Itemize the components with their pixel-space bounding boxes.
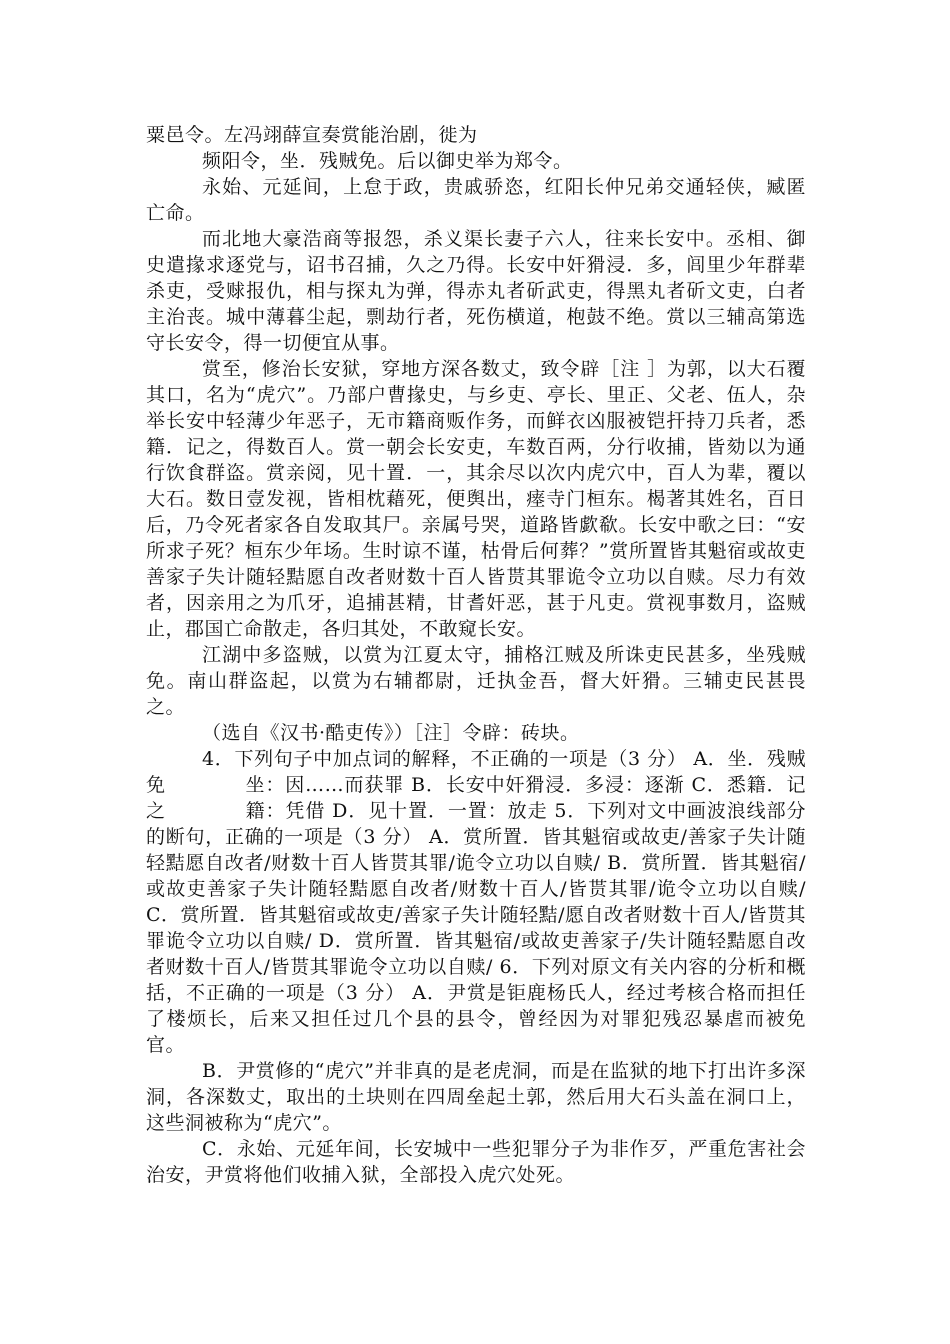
paragraph-6: 江湖中多盗贼，以赏为江夏太守，捕格江贼及所诛吏民甚多，坐残贼免。南山群盗起，以赏为右辅都尉，迁执金吾，督大奸猾。三辅吏民甚畏之。 xyxy=(146,644,806,718)
option-b: B．尹赏修的“虎穴”并非真的是老虎洞，而是在监狱的地下打出许多深洞，各深数丈，取出的土块则在四周垒起土郭，然后用大石头盖在洞口上，这些洞被称为“虎穴”。 xyxy=(146,1060,806,1134)
paragraph-5: 赏至，修治长安狱，穿地方深各数丈，致令辟［注 ］为郭，以大石覆其口，名为“虎穴”。乃部户曹掾史，与乡吏、亭长、里正、父老、伍人，杂举长安中轻薄少年恶子，无市籍商贩作务，而鲜衣凶服被铠扞持刀兵者，悉籍．记之，得数百人。赏一朝会长安吏，车数百两，分行收捕，皆劾以为通行饮食群盗。赏亲阅，见十置．一，其余尽以次内虎穴中，百人为辈，覆以大石。数日壹发视，皆相枕藉死，便舆出，瘗寺门桓东。楬著其姓名，百日后，乃令死者家各自发取其尸。亲属号哭，道路皆歔欷。长安中歌之曰：“安所求子死？桓东少年场。生时谅不谨，枯骨后何葬？”赏所置皆其魁宿或故吏善家子失计随轻黠愿自改者财数十百人皆贳其罪诡令立功以自赎。尽力有效者，因亲用之为爪牙，追捕甚精，甘耆奸恶，甚于凡吏。赏视事数月，盗贼止，郡国亡命散走，各归其处，不敢窥长安。 xyxy=(146,358,806,640)
source-note: （选自《汉书·酷吏传》）［注］令辟：砖块。 xyxy=(202,722,580,744)
paragraph-2: 频阳令，坐．残贼免。后以御史举为郑令。 xyxy=(202,150,573,172)
paragraph-1: 粟邑令。左冯翊薛宣奏赏能治剧，徙为 xyxy=(146,124,478,146)
paragraph-4: 而北地大豪浩商等报怨，杀义渠长妻子六人，往来长安中。丞相、御史遣掾求逐党与，诏书召捕，久之乃得。长安中奸猾浸．多，闾里少年群辈杀吏，受赇报仇，相与探丸为弹，得赤丸者斫武吏，得黑丸者斫文吏，白者主治丧。城中薄暮尘起，剽劫行者，死伤横道，枹鼓不绝。赏以三辅高第选守长安令，得一切便宜从事。 xyxy=(146,228,806,354)
document-page xyxy=(146,122,806,1188)
questions-4-6: 4．下列句子中加点词的解释，不正确的一项是（3 分） A．坐．残贼免 坐：因……而获罪 B．长安中奸猾浸．多浸：逐渐 C．悉籍．记之 籍：凭借 D．见十置．一置：放走 5．下列对文中画波浪线部分的断句，正确的一项是（3 分） A．赏所置．皆其魁宿或故吏/善家子失计随轻黠愿自改者/财数十百人皆贳其罪/诡令立功以自赎/ B．赏所置．皆其魁宿/或故吏善家子失计随轻黠愿自改者/财数十百人/皆贳其罪/诡令立功以自赎/ C．赏所置．皆其魁宿或故吏/善家子失计随轻黠/愿自改者财数十百人/皆贳其罪诡令立功以自赎/ D．赏所置．皆其魁宿/或故吏善家子/失计随轻黠愿自改者财数十百人/皆贳其罪诡令立功以自赎/ 6．下列对原文有关内容的分析和概括，不正确的一项是（3 分） A．尹赏是钜鹿杨氏人，经过考核合格而担任了楼烦长，后来又担任过几个县的县令，曾经因为对罪犯残忍暴虐而被免官。 xyxy=(146,748,806,1056)
option-c: C．永始、元延年间，长安城中一些犯罪分子为非作歹，严重危害社会治安，尹赏将他们收捕入狱，全部投入虎穴处死。 xyxy=(146,1138,806,1186)
paragraph-3: 永始、元延间，上怠于政，贵戚骄恣，红阳长仲兄弟交通轻侠，臧匿亡命。 xyxy=(146,176,806,224)
